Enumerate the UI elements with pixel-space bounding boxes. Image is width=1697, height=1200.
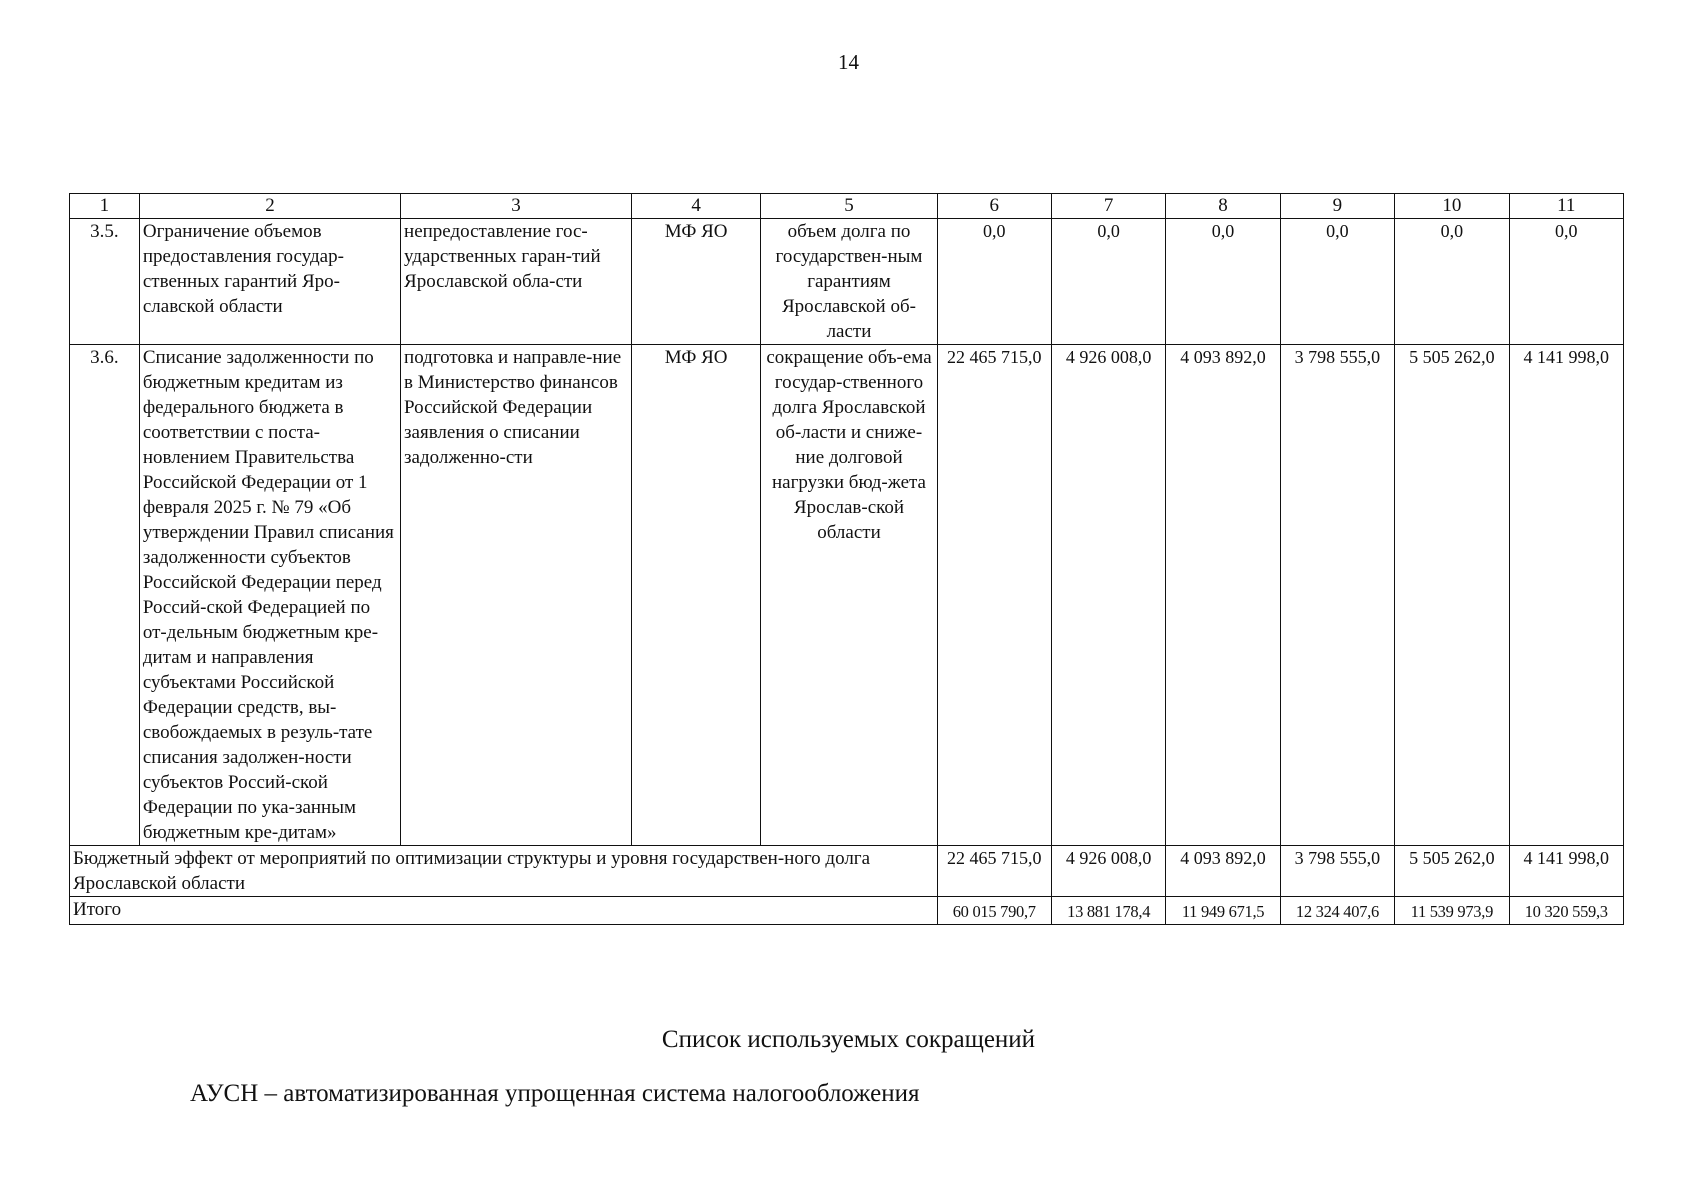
header-cell: 7 (1051, 194, 1165, 219)
header-cell: 9 (1280, 194, 1394, 219)
row-number: 3.6. (70, 345, 140, 846)
header-cell: 11 (1509, 194, 1623, 219)
budget-effect-row (70, 846, 1624, 897)
value-cell: 11 949 671,5 (1166, 897, 1280, 925)
value-cell: 0,0 (1509, 219, 1623, 345)
value-cell: 4 141 998,0 (1509, 345, 1623, 846)
table-row (70, 219, 1624, 345)
page-number: 14 (838, 50, 859, 74)
value-cell: 22 465 715,0 (937, 846, 1051, 897)
budget-table (69, 193, 1624, 925)
executor: МФ ЯО (631, 345, 761, 846)
value-cell: 5 505 262,0 (1395, 345, 1509, 846)
expected-result: сокращение объ-ема государ-ственного долга Ярославской об-ласти и сниже-ние долговой нагрузки бюд-жета Ярослав-ской области (761, 345, 937, 846)
expected-result: объем долга по государствен-ным гарантиям Ярославской об-ласти (761, 219, 937, 345)
value-cell: 0,0 (937, 219, 1051, 345)
table-row (70, 345, 1624, 846)
value-cell: 22 465 715,0 (937, 345, 1051, 846)
table-header-row (70, 194, 1624, 219)
value-cell: 3 798 555,0 (1280, 846, 1394, 897)
budget-effect-label: Бюджетный эффект от мероприятий по оптимизации структуры и уровня государствен-ного долга Ярославской области (70, 846, 938, 897)
header-cell: 2 (139, 194, 400, 219)
value-cell: 4 926 008,0 (1051, 345, 1165, 846)
executor: МФ ЯО (631, 219, 761, 345)
header-cell: 5 (761, 194, 937, 219)
value-cell: 12 324 407,6 (1280, 897, 1394, 925)
measure-name: Ограничение объемов предоставления государ-ственных гарантий Яро-славской области (139, 219, 400, 345)
value-cell: 4 093 892,0 (1166, 846, 1280, 897)
total-row (70, 897, 1624, 925)
header-cell: 8 (1166, 194, 1280, 219)
value-cell: 0,0 (1051, 219, 1165, 345)
measure-action: подготовка и направле-ние в Министерство финансов Российской Федерации заявления о списании задолженно-сти (401, 345, 632, 846)
header-cell: 3 (401, 194, 632, 219)
header-cell: 4 (631, 194, 761, 219)
abbreviations-title: Список используемых сокращений (661, 1026, 1036, 1053)
header-cell: 10 (1395, 194, 1509, 219)
value-cell: 11 539 973,9 (1395, 897, 1509, 925)
value-cell: 5 505 262,0 (1395, 846, 1509, 897)
row-number: 3.5. (70, 219, 140, 345)
header-cell: 1 (70, 194, 140, 219)
value-cell: 10 320 559,3 (1509, 897, 1623, 925)
value-cell: 3 798 555,0 (1280, 345, 1394, 846)
measure-action: непредоставление гос-ударственных гаран-тий Ярославской обла-сти (401, 219, 632, 345)
total-label: Итого (70, 897, 938, 925)
value-cell: 0,0 (1395, 219, 1509, 345)
measure-name: Списание задолженности по бюджетным кредитам из федерального бюджета в соответствии с поста-новлением Правительства Российской Федерации от 1 февраля 2025 г. № 79 «Об утверждении Правил списания задолженности субъектов Российской Федерации перед Россий-ской Федерацией по от-дельным бюджетным кре-дитам и направления субъектами Российской Федерации средств, вы-свобождаемых в резуль-тате списания задолжен-ности субъектов Россий-ской Федерации по ука-занным бюджетным кре-дитам» (139, 345, 400, 846)
value-cell: 0,0 (1280, 219, 1394, 345)
abbreviation-item: АУСН – автоматизированная упрощенная система налогообложения (190, 1080, 920, 1107)
value-cell: 0,0 (1166, 219, 1280, 345)
value-cell: 60 015 790,7 (937, 897, 1051, 925)
header-cell: 6 (937, 194, 1051, 219)
value-cell: 13 881 178,4 (1051, 897, 1165, 925)
value-cell: 4 926 008,0 (1051, 846, 1165, 897)
value-cell: 4 093 892,0 (1166, 345, 1280, 846)
value-cell: 4 141 998,0 (1509, 846, 1623, 897)
